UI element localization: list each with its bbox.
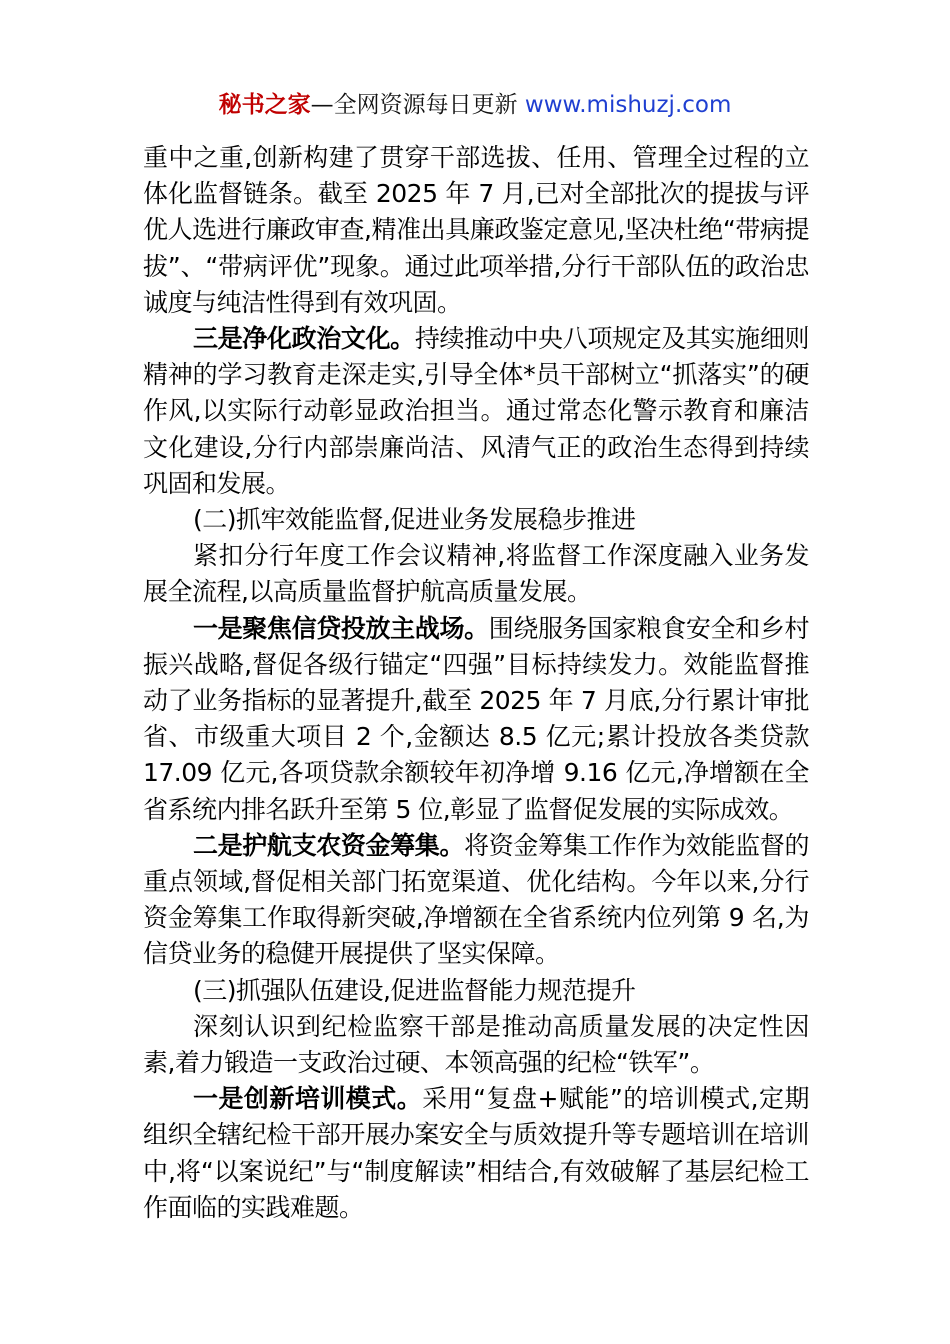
site-tagline: —全网资源每日更新 — [310, 92, 518, 118]
paragraph-credit-focus: 一是聚焦信贷投放主战场。围绕服务国家粮食安全和乡村振兴战略,督促各级行锚定“四强”目标持续发力。效能监督推动了业务指标的显著提升,截至 2025 年 7 月底,分行累计审批省、市级重大项目 2 个,金额达 8.5 亿元;累计投放各类贷款 17.09 亿元,各项贷款余额较年初净增 9.16 亿元,净增额在全省系统内排名跃升至第 5 位,彰显了监督促发展的实际成效。 — [143, 613, 809, 824]
paragraph-lead: 三是净化政治文化。 — [193, 324, 415, 354]
paragraph-fund-raising: 二是护航支农资金筹集。将资金筹集工作作为效能监督的重点领域,督促相关部门拓宽渠道、优化结构。今年以来,分行资金筹集工作取得新突破,净增额在全省系统内位列第 9 名,为信贷业务的稳健开展提供了坚实保障。 — [143, 830, 809, 969]
paragraph-purify-political-culture: 三是净化政治文化。持续推动中央八项规定及其实施细则精神的学习教育走深走实,引导全体*员干部树立“抓落实”的硬作风,以实际行动彰显政治担当。通过常态化警示教育和廉洁文化建设,分行内部崇廉尚洁、风清气正的政治生态得到持续巩固和发展。 — [143, 324, 809, 498]
section-heading-2: (二)抓牢效能监督,促进业务发展稳步推进 — [193, 505, 636, 535]
site-header — [0, 88, 950, 122]
section-heading-3: (三)抓强队伍建设,促进监督能力规范提升 — [193, 975, 636, 1005]
paragraph-lead: 一是创新培训模式。 — [193, 1084, 423, 1114]
paragraph-training-mode: 一是创新培训模式。采用“复盘+赋能”的培训模式,定期组织全辖纪检干部开展办案安全与质效提升等专题培训在培训中,将“以案说纪”与“制度解读”相结合,有效破解了基层纪检工作面临的实践难题。 — [143, 1084, 809, 1222]
document-body — [143, 140, 809, 1226]
paragraph-lead: 一是聚焦信贷投放主战场。 — [193, 613, 489, 643]
paragraph-lead: 二是护航支农资金筹集。 — [193, 830, 465, 860]
paragraph-continuation: 重中之重,创新构建了贯穿干部选拔、任用、管理全过程的立体化监督链条。截至 2025 年 7 月,已对全部批次的提拔与评优人选进行廉政审查,精准出具廉政鉴定意见,坚决杜绝“带病提拔”、“带病评优”现象。通过此项举措,分行干部队伍的政治忠诚度与纯洁性得到有效巩固。 — [143, 143, 809, 317]
paragraph-efficiency-intro: 紧扣分行年度工作会议精神,将监督工作深度融入业务发展全流程,以高质量监督护航高质量发展。 — [143, 541, 809, 607]
site-url-link[interactable]: www.mishuzj.com — [524, 92, 732, 118]
site-brand: 秘书之家 — [218, 92, 311, 118]
paragraph-team-intro: 深刻认识到纪检监察干部是推动高质量发展的决定性因素,着力锻造一支政治过硬、本领高强的纪检“铁军”。 — [143, 1011, 809, 1078]
